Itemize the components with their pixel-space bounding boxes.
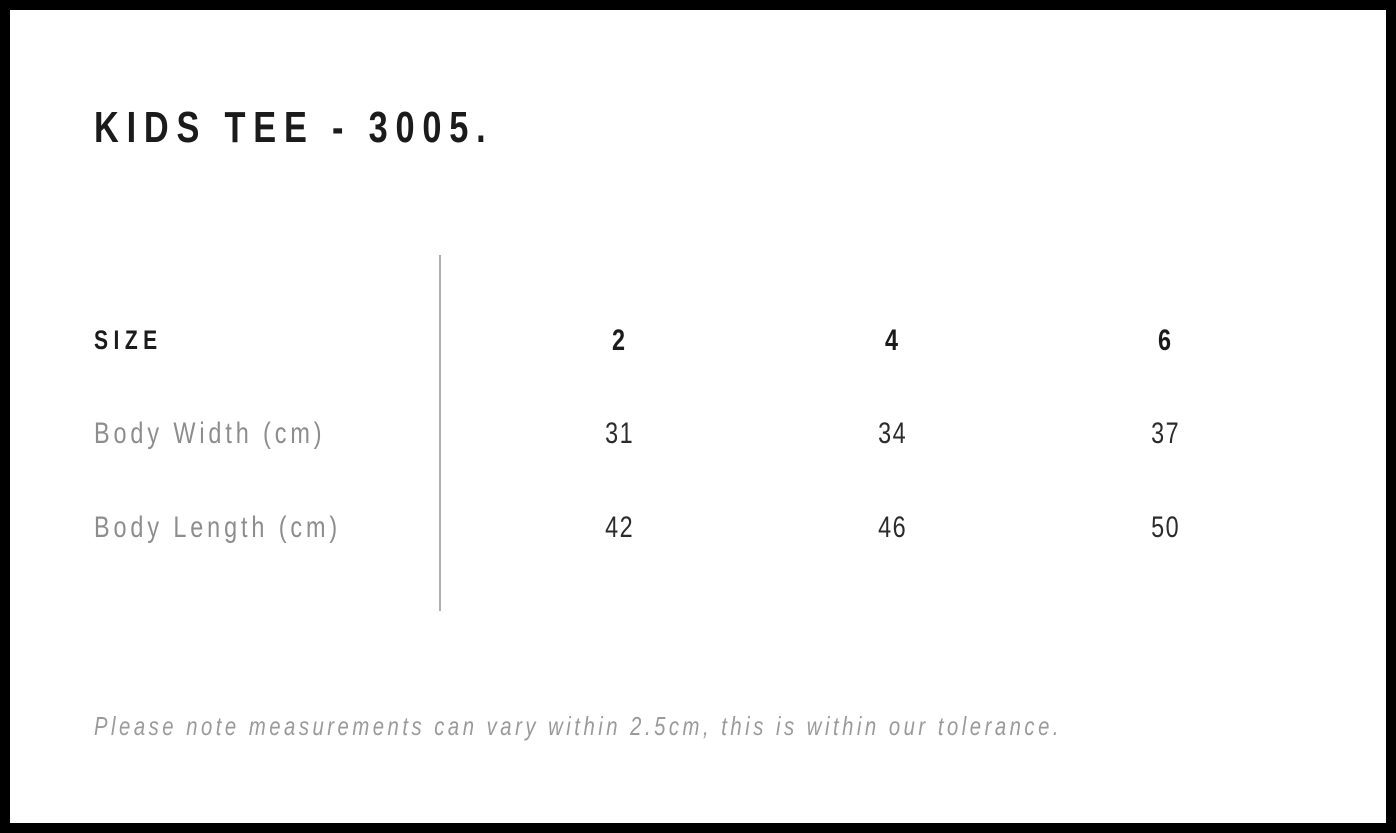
- body-width-size-2-cell: 31: [604, 417, 635, 450]
- row-label-cell: [94, 417, 483, 451]
- page-title-text: KIDS TEE - 3005.: [94, 103, 494, 152]
- table-header-row: [94, 294, 1302, 387]
- size-header-cell: [94, 325, 483, 356]
- body-width-size-6-cell: 37: [1150, 417, 1181, 450]
- row-label-cell: [94, 511, 483, 545]
- size-header-label: SIZE: [94, 325, 163, 355]
- size-table: [94, 294, 1302, 575]
- table-row-body-length: [94, 481, 1302, 575]
- column-header-size-6: 6: [1158, 323, 1173, 357]
- tolerance-note: [94, 713, 1335, 739]
- size-guide-panel: [10, 10, 1386, 823]
- tolerance-note-text: Please note measurements can vary within 2.5cm, this is within our tolerance.: [94, 711, 1063, 741]
- row-label: Body Width (cm): [94, 417, 326, 450]
- column-header-size-2: 2: [612, 323, 627, 357]
- body-length-size-2-cell: 42: [604, 511, 635, 544]
- page-title: [94, 103, 606, 152]
- body-length-size-4-cell: 46: [877, 511, 908, 544]
- body-length-size-6-cell: 50: [1150, 511, 1181, 544]
- table-row-body-width: [94, 387, 1302, 481]
- row-label: Body Length (cm): [94, 511, 342, 544]
- column-header-size-4: 4: [885, 323, 900, 357]
- body-width-size-4-cell: 34: [877, 417, 908, 450]
